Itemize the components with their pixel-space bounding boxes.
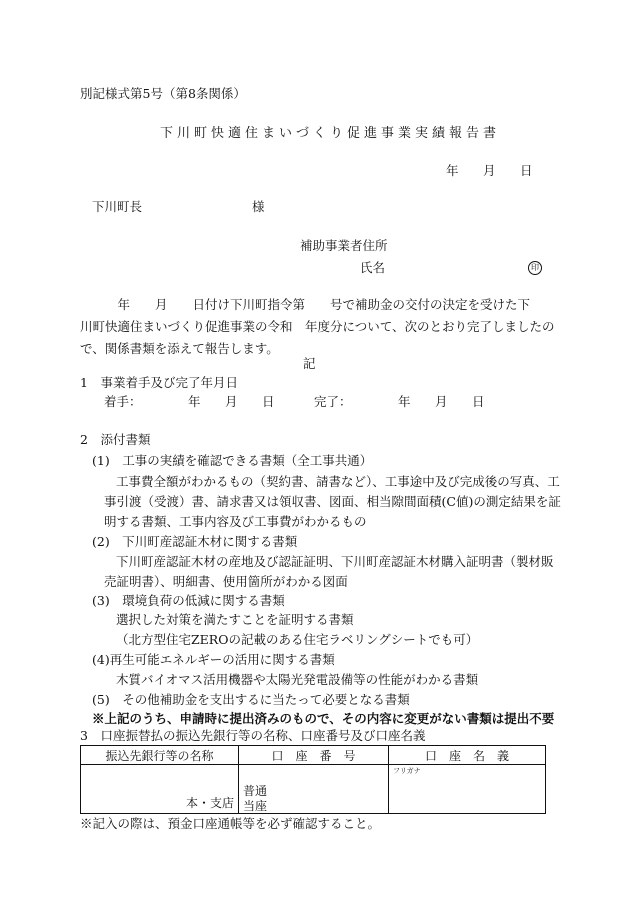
date-day: 日 bbox=[520, 163, 533, 178]
attachment-item-3-title: (3) 環境負荷の低減に関する書類 bbox=[92, 593, 285, 608]
seal-mark: 印 bbox=[528, 261, 542, 275]
header-account-number: 口 座 番 号 bbox=[239, 746, 389, 765]
furigana-label: フリガナ bbox=[393, 767, 421, 775]
end-month: 月 bbox=[435, 394, 448, 409]
account-number-cell[interactable] bbox=[239, 765, 389, 814]
applicant-address-label: 補助事業者住所 bbox=[300, 238, 388, 253]
section3-heading: 3 口座振替払の振込先銀行等の名称、口座番号及び口座名義 bbox=[80, 728, 426, 743]
attachment-item-2-line: 売証明書）、明細書、使用箇所がわかる図面 bbox=[104, 574, 348, 589]
section2-heading: 2 添付書類 bbox=[80, 432, 151, 447]
attachment-item-3-line: （北方型住宅ZEROの記載のある住宅ラベリングシートでも可） bbox=[116, 632, 479, 647]
attachment-item-4-line: 木質バイオマス活用機器や太陽光発電設備等の性能がわかる書類 bbox=[116, 672, 479, 687]
date-year: 年 bbox=[446, 163, 459, 178]
date-month: 月 bbox=[483, 163, 496, 178]
form-number: 別記様式第5号（第8条関係） bbox=[80, 86, 246, 101]
account-holder-cell[interactable] bbox=[389, 765, 546, 814]
attachment-item-2-title: (2) 下川町産認証木材に関する書類 bbox=[92, 534, 298, 549]
start-label: 着手： bbox=[104, 394, 142, 409]
start-day: 日 bbox=[262, 394, 275, 409]
end-day: 日 bbox=[472, 394, 485, 409]
attachment-item-1-line: 工事費全額がわかるもの（契約書、請書など）、工事途中及び完成後の写真、工 bbox=[116, 474, 560, 489]
end-label: 完了： bbox=[314, 394, 352, 409]
submission-notice: ※上記のうち、申請時に提出済みのもので、その内容に変更がない書類は提出不要 bbox=[92, 711, 555, 726]
start-month: 月 bbox=[225, 394, 238, 409]
branch-label: 本・支店 bbox=[185, 796, 234, 810]
account-type-ordinary: 普通 bbox=[243, 784, 268, 798]
header-bank-name: 振込先銀行等の名称 bbox=[81, 746, 239, 765]
addressee-name: 下川町長 bbox=[92, 199, 143, 214]
start-year: 年 bbox=[188, 394, 201, 409]
applicant-name-label: 氏名 bbox=[360, 260, 386, 275]
body-line-3: で、関係書類を添えて報告します。 bbox=[80, 341, 279, 356]
attachment-item-1-title: (1) 工事の実績を確認できる書類（全工事共通） bbox=[92, 453, 373, 468]
attachment-item-3-line: 選択した対策を満たすことを証明する書類 bbox=[116, 612, 354, 627]
section1-heading: 1 事業着手及び完了年月日 bbox=[80, 375, 238, 390]
end-year: 年 bbox=[398, 394, 411, 409]
addressee-honorific: 様 bbox=[252, 199, 265, 214]
account-type-current: 当座 bbox=[243, 799, 268, 813]
body-line-2: 川町快適住まいづくり促進事業の令和 年度分について、次のとおり完了しましたの bbox=[80, 319, 555, 334]
attachment-item-2-line: 下川町産認証木材の産地及び認証証明、下川町産認証木材購入証明書（製材販 bbox=[116, 554, 554, 569]
attachment-item-1-line: 明する書類、工事内容及び工事費がわかるもの bbox=[104, 514, 367, 529]
attachment-item-1-line: 事引渡（受渡）書、請求書又は領収書、図面、相当隙間面積(C値)の測定結果を証 bbox=[104, 494, 561, 509]
footer-note: ※記入の際は、預金口座通帳等を必ず確認すること。 bbox=[80, 816, 381, 831]
body-line-1: 年 月 日付け下川町指令第 号で補助金の交付の決定を受けた下 bbox=[80, 297, 531, 312]
bank-name-cell[interactable] bbox=[81, 765, 239, 814]
attachment-item-5-title: (5) その他補助金を支出するに当たって必要となる書類 bbox=[92, 692, 410, 707]
document-title: 下川町快適住まいづくり促進事業実績報告書 bbox=[160, 126, 501, 141]
header-account-holder: 口 座 名 義 bbox=[389, 746, 546, 765]
attachment-item-4-title: (4)再生可能エネルギーの活用に関する書類 bbox=[92, 652, 335, 667]
bank-account-table bbox=[80, 745, 546, 814]
ki-marker: 記 bbox=[303, 356, 316, 371]
